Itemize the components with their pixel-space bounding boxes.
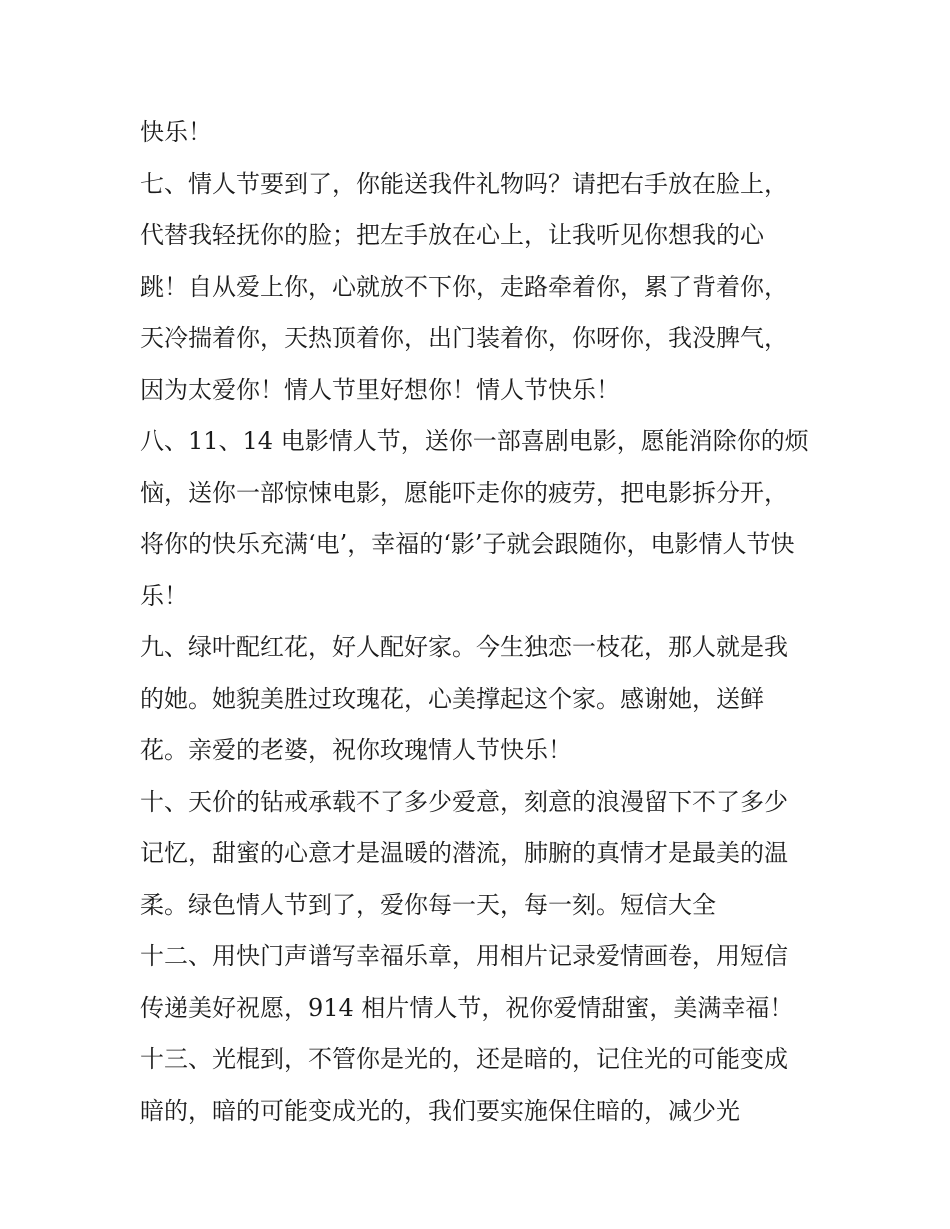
text-line: 代替我轻抚你的脸；把左手放在心上，让我听见你想我的心: [140, 221, 764, 249]
text-line: 因为太爱你！情人节里好想你！情人节快乐！: [140, 375, 620, 404]
text-line: 乐！: [140, 581, 188, 610]
text-line: 快乐！: [140, 118, 212, 146]
text-line: 九、绿叶配红花，好人配好家。今生独恋一枝花，那人就是我: [140, 633, 788, 661]
text-line: 十三、光棍到，不管你是光的，还是暗的，记住光的可能变成: [140, 1045, 788, 1073]
text-line: 的她。她貌美胜过玫瑰花，心美撑起这个家。感谢她，送鲜: [140, 684, 764, 713]
text-line: 花。亲爱的老婆，祝你玫瑰情人节快乐！: [140, 736, 572, 764]
text-line: 八、11、14 电影情人节，送你一部喜剧电影，愿能消除你的烦: [140, 427, 809, 455]
text-line: 记忆，甜蜜的心意才是温暖的潜流，肺腑的真情才是最美的温: [140, 839, 788, 867]
text-line: 十、天价的钻戒承载不了多少爱意，刻意的浪漫留下不了多少: [140, 787, 788, 816]
text-line: 恼，送你一部惊悚电影，愿能吓走你的疲劳，把电影拆分开，: [140, 478, 788, 507]
text-line: 跳！自从爱上你，心就放不下你，走路牵着你，累了背着你，: [140, 272, 788, 301]
text-line: 七、情人节要到了，你能送我件礼物吗？请把右手放在脸上，: [140, 169, 788, 198]
text-line: 柔。绿色情人节到了，爱你每一天，每一刻。短信大全: [140, 890, 716, 919]
text-line: 天冷揣着你，天热顶着你，出门装着你，你呀你，我没脾气，: [140, 324, 788, 352]
text-line: 暗的，暗的可能变成光的，我们要实施保住暗的，减少光: [140, 1096, 740, 1125]
text-line: 十二、用快门声谱写幸福乐章，用相片记录爱情画卷，用短信: [140, 942, 788, 970]
text-line: 传递美好祝愿，914 相片情人节，祝你爱情甜蜜，美满幸福！: [140, 993, 794, 1022]
text-line: 将你的快乐充满‘电’，幸福的‘影’子就会跟随你，电影情人节快: [140, 530, 795, 558]
document-body: [140, 107, 820, 1137]
